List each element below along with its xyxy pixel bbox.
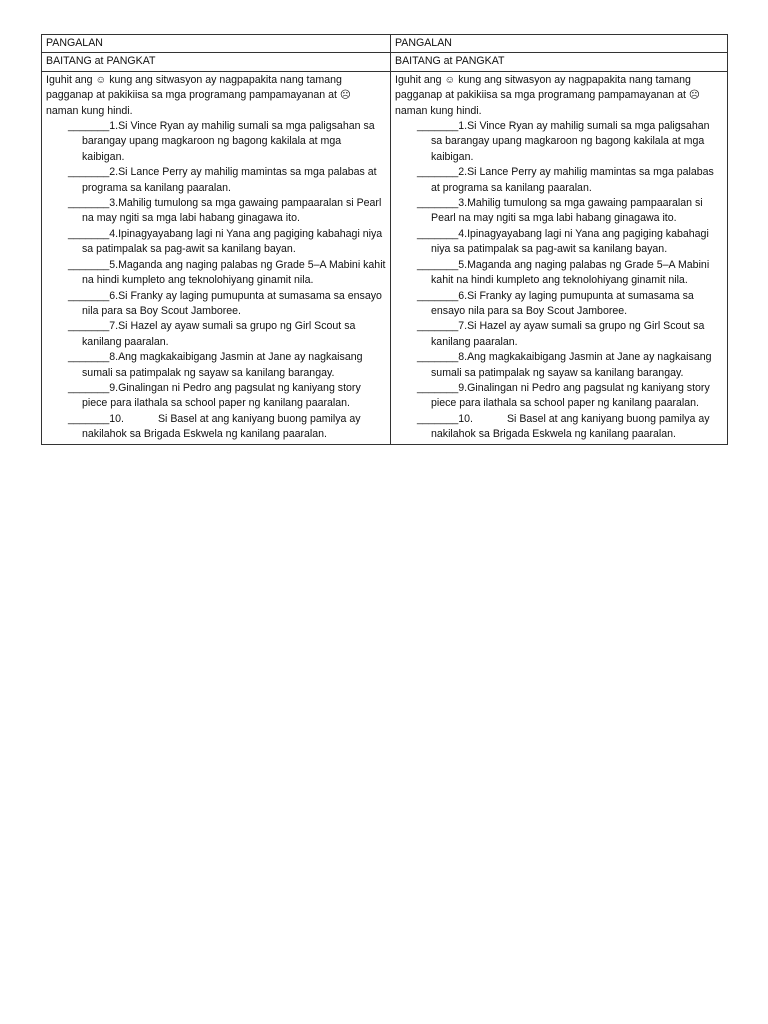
list-item [395,227,723,258]
answer-blank[interactable]: _______ [417,258,459,271]
list-item [46,196,386,227]
grade-row [42,53,728,71]
list-item [395,165,723,196]
item-text: Mahilig tumulong sa mga gawaing pampaaralan si Pearl na may ngiti sa mga labi habang ginagawa ito. [82,197,382,225]
list-item [46,289,386,320]
list-item [395,381,723,412]
item-number: 1. [109,120,119,133]
list-item [395,196,723,227]
item-text: Ang magkakaibigang Jasmin at Jane ay nagkaisang sumali sa patimpalak ng sayaw sa kanilang barangay. [82,351,363,379]
item-text: Ginalingan ni Pedro ang pagsulat ng kaniyang story piece para ilathala sa school paper ng kanilang paaralan. [431,381,710,410]
item-number: 7. [458,320,468,333]
answer-blank[interactable]: _______ [417,412,459,425]
name-label-right: PANGALAN [391,35,728,53]
answer-blank[interactable]: _______ [68,120,110,133]
item-number: 9. [109,381,119,394]
list-item [46,258,386,289]
answer-blank[interactable]: _______ [417,320,459,333]
item-number: 6. [458,289,468,302]
item-text: Si Hazel ay ayaw sumali sa grupo ng Girl Scout sa kanilang paaralan. [82,320,356,348]
instructions-text: Iguhit ang ☺ kung ang sitwasyon ay nagpapakita nang tamang pagganap at pakikiisa sa mga programang pampamayanan at ☹ naman kung hindi. [46,73,351,117]
worksheet-copy-left [42,71,391,444]
item-text: Si Lance Perry ay mahilig mamintas sa mga palabas at programa sa kanilang paaralan. [82,166,377,194]
list-item [46,319,386,350]
item-number: 5. [458,258,468,271]
list-item [46,119,386,165]
grade-label-right: BAITANG at PANGKAT [391,53,728,71]
item-text: Si Vince Ryan ay mahilig sumali sa mga paligsahan sa barangay upang magkaroon ng bagong kakilala at mga kaibigan. [82,120,375,163]
item-number: 2. [458,166,468,179]
item-text: Ipinagyayabang lagi ni Yana ang pagiging kabahagi niya sa patimpalak sa pag-awit sa kanilang bayan. [431,227,709,256]
item-text: Si Lance Perry ay mahilig mamintas sa mga palabas at programa sa kanilang paaralan. [431,166,714,194]
list-item [395,289,723,320]
answer-blank[interactable]: _______ [417,381,459,394]
answer-blank[interactable]: _______ [417,120,459,133]
item-text: Si Hazel ay ayaw sumali sa grupo ng Girl Scout sa kanilang paaralan. [431,320,705,348]
item-number: 3. [458,197,468,210]
item-number: 10. [458,412,473,425]
item-number: 8. [458,351,468,364]
item-text: Ginalingan ni Pedro ang pagsulat ng kaniyang story piece para ilathala sa school paper ng kanilang paaralan. [82,381,361,410]
list-item [46,381,386,412]
list-item [46,412,386,443]
answer-blank[interactable]: _______ [68,320,110,333]
item-text: Si Vince Ryan ay mahilig sumali sa mga paligsahan sa barangay upang magkaroon ng bagong kakilala at mga kaibigan. [431,120,710,163]
item-text: Maganda ang naging palabas ng Grade 5–A Mabini kahit na hindi kumpleto ang teknolohiyang ginamit nila. [82,258,386,287]
name-label-left: PANGALAN [42,35,391,53]
list-item [395,258,723,289]
worksheet-table [41,34,728,445]
list-item [395,350,723,381]
answer-blank[interactable]: _______ [68,381,110,394]
answer-blank[interactable]: _______ [68,197,110,210]
answer-blank[interactable]: _______ [417,197,459,210]
grade-label-left: BAITANG at PANGKAT [42,53,391,71]
item-number: 4. [109,227,119,240]
item-number: 1. [458,120,468,133]
answer-blank[interactable]: _______ [68,258,110,271]
answer-blank[interactable]: _______ [417,289,459,302]
list-item [46,350,386,381]
list-item [46,227,386,258]
list-item [395,119,723,165]
item-text: Si Franky ay laging pumupunta at sumasama sa ensayo nila para sa Boy Scout Jamboree. [431,289,694,317]
item-list [395,119,723,443]
item-number: 4. [458,227,468,240]
item-list [46,119,386,443]
list-item [395,412,723,443]
item-number: 8. [109,351,119,364]
item-text: Maganda ang naging palabas ng Grade 5–A Mabini kahit na hindi kumpleto ang teknolohiyang ginamit nila. [431,258,710,287]
instructions-text: Iguhit ang ☺ kung ang sitwasyon ay nagpapakita nang tamang pagganap at pakikiisa sa mga programang pampamayanan at ☹ naman kung hindi. [395,73,700,117]
name-row [42,35,728,53]
answer-blank[interactable]: _______ [417,227,459,240]
list-item [46,165,386,196]
answer-blank[interactable]: _______ [68,227,110,240]
content-row [42,71,728,444]
item-text: Mahilig tumulong sa mga gawaing pampaaralan si Pearl na may ngiti sa mga labi habang ginagawa ito. [431,197,703,225]
answer-blank[interactable]: _______ [68,166,110,179]
list-item [395,319,723,350]
answer-blank[interactable]: _______ [68,351,110,364]
worksheet-copy-right [391,71,728,444]
item-number: 3. [109,197,119,210]
answer-blank[interactable]: _______ [68,289,110,302]
item-number: 6. [109,289,119,302]
item-text: Ang magkakaibigang Jasmin at Jane ay nagkaisang sumali sa patimpalak ng sayaw sa kanilang barangay. [431,351,712,379]
item-text: Si Basel at ang kaniyang buong pamilya ay nakilahok sa Brigada Eskwela ng kanilang paaralan. [82,412,361,441]
item-number: 10. [109,412,124,425]
answer-blank[interactable]: _______ [417,166,459,179]
item-number: 9. [458,381,468,394]
item-number: 2. [109,166,119,179]
item-text: Si Basel at ang kaniyang buong pamilya ay nakilahok sa Brigada Eskwela ng kanilang paaralan. [431,412,710,441]
item-number: 7. [109,320,119,333]
answer-blank[interactable]: _______ [68,412,110,425]
item-number: 5. [109,258,119,271]
answer-blank[interactable]: _______ [417,351,459,364]
item-text: Si Franky ay laging pumupunta at sumasama sa ensayo nila para sa Boy Scout Jamboree. [82,289,382,317]
item-text: Ipinagyayabang lagi ni Yana ang pagiging kabahagi niya sa patimpalak sa pag-awit sa kanilang bayan. [82,227,383,256]
